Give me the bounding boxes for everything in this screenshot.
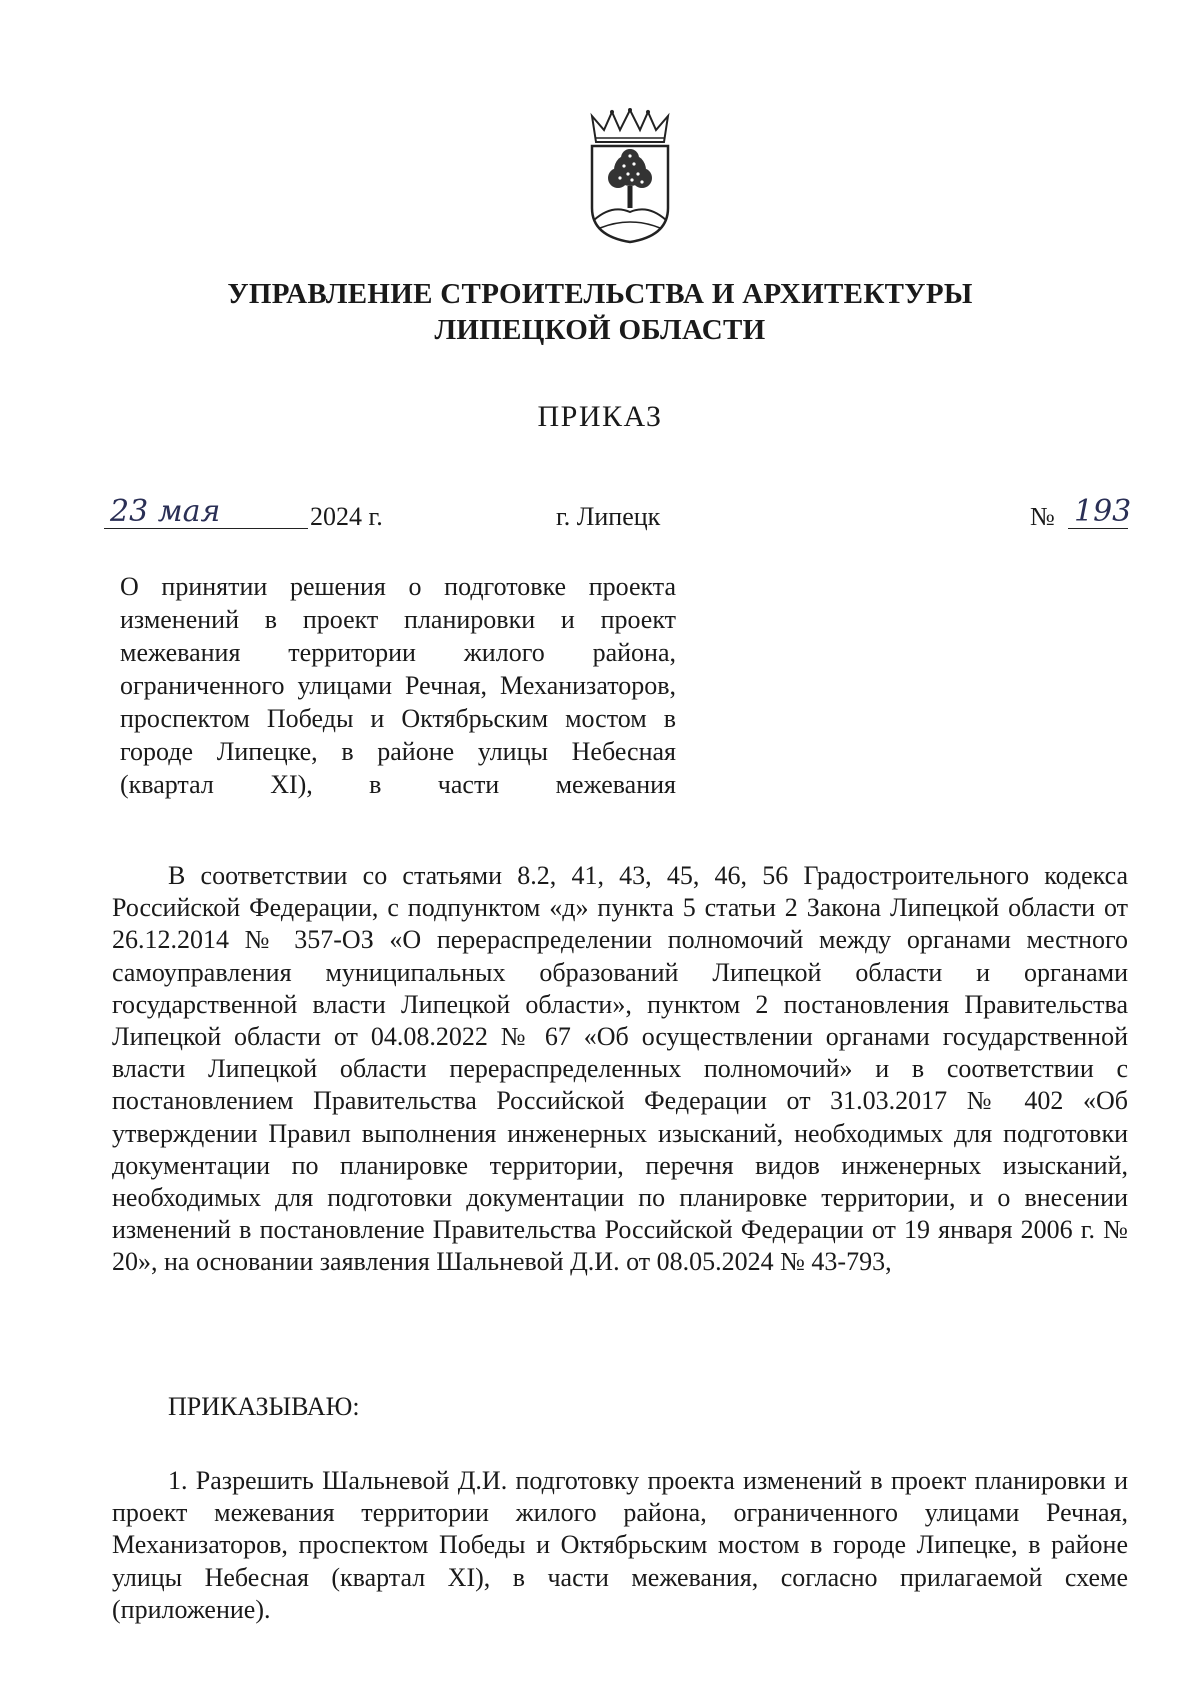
handwritten-number: 193 — [1074, 494, 1132, 529]
order-item-1: 1. Разрешить Шальневой Д.И. подготовку проекта изменений в проект планировки и проект межевания территории жилого района, ограниченного улицами Речная, Механизаторов, проспектом Победы и Октябрьским мостом в городе Липецке, в районе улицы Небесная (квартал XI), в части межевания, согласно прилагаемой схеме (приложение). — [112, 1466, 1128, 1624]
date-number-row — [0, 494, 1200, 538]
handwritten-date: 23 мая — [110, 494, 221, 529]
coat-of-arms-icon — [582, 108, 678, 244]
organization-line-2: ЛИПЕЦКОЙ ОБЛАСТИ — [434, 314, 766, 346]
document-type: ПРИКАЗ — [537, 400, 663, 433]
document-subject: О принятии решения о подготовке проекта изменений в проект планировки и проект межевания территории жилого района, ограниченного улицами Речная, Механизаторов, проспектом Победы и Октябрьским мостом в городе Липецке, в районе улицы Небесная (квартал XI), в части межевания — [120, 572, 676, 799]
order-word: ПРИКАЗЫВАЮ: — [168, 1392, 360, 1421]
preamble-paragraph: В соответствии со статьями 8.2, 41, 43, 45, 46, 56 Градостроительного кодекса Российской Федерации, с подпунктом «д» пункта 5 статьи 2 Закона Липецкой области от 26.12.2014 № 357-ОЗ «О перераспределении полномочий между органами местного самоуправления муниципальных образований Липецкой области и органами государственной власти Липецкой области», пунктом 2 постановления Правительства Липецкой области от 04.08.2022 № 67 «Об осуществлении органами государственной власти Липецкой области перераспределенных полномочий» и в соответствии с постановлением Правительства Российской Федерации от 31.03.2017 № 402 «Об утверждении Правил выполнения инженерных изысканий, необходимых для подготовки документации по планировке территории, перечня видов инженерных изысканий, необходимых для подготовки документации по планировке территории, и о внесении изменений в постановление Правительства Российской Федерации от 19 января 2006 г. № 20», на основании заявления Шальневой Д.И. от 08.05.2024 № 43-793, — [112, 861, 1128, 1277]
date-year: 2024 г. — [310, 502, 383, 531]
organization-line-1: УПРАВЛЕНИЕ СТРОИТЕЛЬСТВА И АРХИТЕКТУРЫ — [227, 278, 973, 310]
number-sign: № — [1030, 502, 1055, 531]
city: г. Липецк — [556, 502, 661, 531]
organization-heading — [0, 276, 1200, 348]
